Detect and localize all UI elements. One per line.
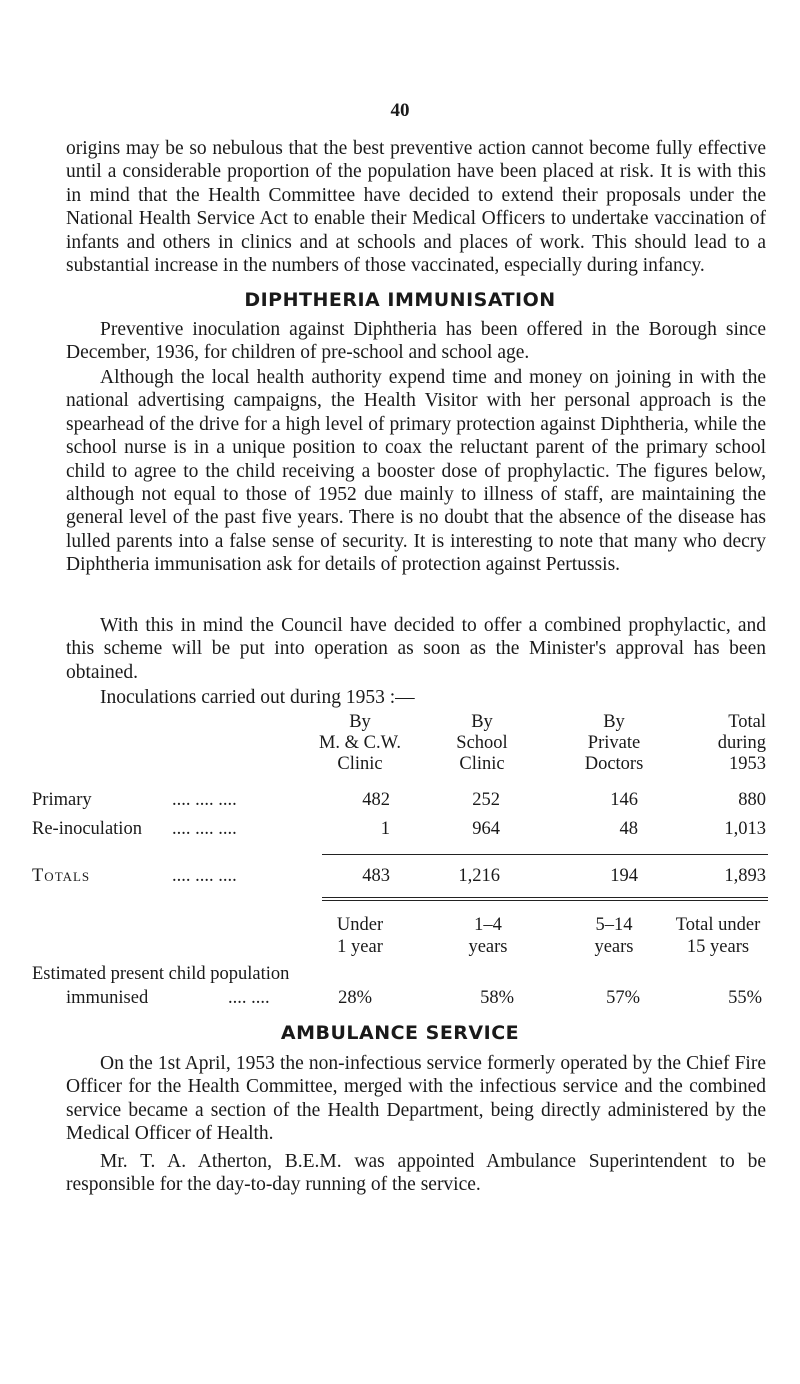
diphtheria-heading: DIPHTHERIA IMMUNISATION	[244, 289, 556, 311]
ambulance-paragraph-2: Mr. T. A. Atherton, B.E.M. was appointed Ambulance Superintendent to be responsible for the day-to-day running of the service.	[66, 1151, 766, 1196]
row-reinoculation-private: 48	[619, 819, 638, 839]
row-totals-dots: .... .... ....	[172, 866, 237, 886]
age-col-5-14-line1: 5–14	[595, 915, 633, 935]
row-primary-total: 880	[738, 790, 766, 810]
row-reinoculation-total: 1,013	[724, 819, 766, 839]
col-header-total	[666, 712, 766, 775]
totals-rule	[322, 854, 768, 855]
row-reinoculation-dots: .... .... ....	[172, 819, 237, 839]
col-header-private-line2: Private	[587, 733, 641, 753]
row-reinoculation-label: Re-inoculation	[32, 819, 142, 839]
intro-paragraph: origins may be so nebulous that the best preventive action cannot become fully effective until a considerable proportion of the population have been placed at risk. It is with this in mind that the Health Committee have decided to extend their proposals under the National Health Service Act to enable their Medical Officers to undertake vaccination of infants and others in clinics and at schools and places of work. This should lead to a substantial increase in the numbers of those vaccinated, especially during infancy.	[66, 138, 766, 277]
age-col-under1	[310, 914, 410, 958]
page-number: 40	[390, 100, 410, 121]
row-totals-school: 1,216	[458, 866, 500, 886]
col-header-private-line3: Doctors	[584, 754, 644, 774]
age-value-5-14: 57%	[606, 988, 640, 1008]
age-col-total-under15	[643, 914, 793, 958]
row-totals-label: Totals	[32, 866, 91, 886]
age-col-5-14-line2: years	[594, 937, 634, 957]
col-header-mcw-line3: Clinic	[337, 754, 383, 774]
age-col-1-4-line1: 1–4	[474, 915, 502, 935]
col-header-school-line3: Clinic	[459, 754, 505, 774]
inoculations-intro: Inoculations carried out during 1953 :—	[100, 687, 415, 708]
age-value-under1: 28%	[338, 988, 372, 1008]
age-col-under1-line1: Under	[336, 915, 384, 935]
age-row-label-line2: immunised	[66, 988, 149, 1008]
col-header-private-line1: By	[603, 712, 625, 732]
row-primary-label: Primary	[32, 790, 92, 810]
row-primary-dots: .... .... ....	[172, 790, 237, 810]
age-col-total-under15-line2: 15 years	[686, 937, 750, 957]
row-primary-school: 252	[472, 790, 500, 810]
age-value-1-4: 58%	[480, 988, 514, 1008]
totals-double-rule	[322, 897, 768, 901]
age-col-1-4	[438, 914, 538, 958]
age-col-total-under15-line1: Total under	[675, 915, 761, 935]
age-row-label-line1: Estimated present child population	[32, 964, 290, 984]
col-header-total-line3: 1953	[729, 754, 766, 774]
col-header-mcw	[305, 712, 415, 775]
row-primary-mcw: 482	[362, 790, 390, 810]
diphtheria-paragraph-3: With this in mind the Council have decided to offer a combined prophylactic, and this scheme will be put into operation as soon as the Minister's approval has been obtained.	[66, 615, 766, 683]
col-header-total-line2: during	[717, 733, 766, 753]
diphtheria-paragraph-1: Preventive inoculation against Diphtheria has been offered in the Borough since December, 1936, for children of pre-school and school age.	[66, 319, 766, 364]
diphtheria-paragraph-2: Although the local health authority expend time and money on joining in with the national advertising campaigns, the Health Visitor with her personal approach is the spearhead of the drive for a high level of primary protection against Diphtheria, while the school nurse is in a unique position to coax the reluctant parent of the primary school child to agree to the child receiving a booster dose of prophylactic. The figures below, although not equal to those of 1952 due mainly to illness of staff, are maintaining the general level of the past five years. There is no doubt that the absence of the disease has lulled parents into a false sense of security. It is interesting to note that many who decry Diphtheria immunisation ask for details of protection against Pertussis.	[66, 367, 766, 576]
age-row-dots: .... ....	[228, 988, 270, 1008]
row-primary-private: 146	[610, 790, 638, 810]
row-reinoculation-school: 964	[472, 819, 500, 839]
col-header-school	[432, 712, 532, 775]
age-col-under1-line2: 1 year	[337, 937, 383, 957]
row-reinoculation-mcw: 1	[380, 819, 390, 839]
col-header-mcw-line1: By	[349, 712, 371, 732]
row-totals-private: 194	[610, 866, 638, 886]
ambulance-heading: AMBULANCE SERVICE	[280, 1022, 520, 1044]
col-header-total-line1: Total	[728, 712, 766, 732]
row-totals-mcw: 483	[362, 866, 390, 886]
col-header-school-line1: By	[471, 712, 493, 732]
col-header-mcw-line2: M. & C.W.	[318, 733, 402, 753]
row-totals-total: 1,893	[724, 866, 766, 886]
age-col-1-4-line2: years	[468, 937, 508, 957]
col-header-private	[564, 712, 664, 775]
col-header-school-line2: School	[456, 733, 508, 753]
ambulance-paragraph-1: On the 1st April, 1953 the non-infectious service formerly operated by the Chief Fire Officer for the Health Committee, merged with the infectious service and the combined service became a section of the Health Department, being directly administered by the Medical Officer of Health.	[66, 1053, 766, 1145]
age-value-total: 55%	[728, 988, 762, 1008]
